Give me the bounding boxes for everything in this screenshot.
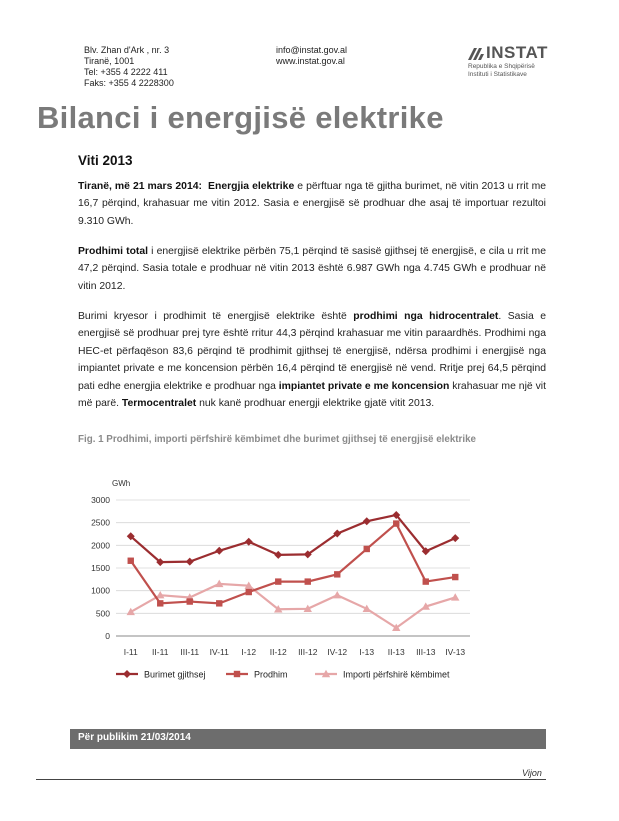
data-point xyxy=(157,600,163,606)
paragraph-text: Burimi kryesor i prodhimit të energjisë elektrike është xyxy=(78,311,354,322)
bold-term: prodhimi nga hidrocentralet xyxy=(353,311,499,322)
footer-divider xyxy=(36,779,546,780)
address-block xyxy=(84,45,174,89)
instat-logo-icon xyxy=(468,46,484,60)
y-tick-label: 1000 xyxy=(91,585,110,596)
data-point xyxy=(186,558,194,566)
address-line: Tiranë, 1001 xyxy=(84,56,135,66)
page-title: Bilanci i energjisë elektrike xyxy=(37,100,444,135)
data-point xyxy=(333,591,341,598)
data-point xyxy=(215,547,223,555)
bold-term: Termocentralet xyxy=(121,398,197,410)
x-tick-label: II-12 xyxy=(269,647,287,657)
data-point xyxy=(128,558,134,564)
data-point xyxy=(423,578,429,584)
fax-line: Faks: +355 4 2228300 xyxy=(84,78,174,88)
x-tick-label: III-12 xyxy=(298,647,318,657)
x-tick-label: IV-12 xyxy=(327,647,348,657)
bold-term: impiantet private e me koncension xyxy=(278,380,450,392)
y-tick-label: 3000 xyxy=(91,495,110,505)
phone-line: Tel: +355 4 2222 411 xyxy=(84,67,168,77)
legend-label: Burimet gjithsej xyxy=(144,669,206,680)
x-tick-label: IV-13 xyxy=(445,647,466,657)
legend-label: Prodhim xyxy=(254,669,288,680)
paragraph-text: krahasuar me një vit më parë. xyxy=(78,380,546,410)
y-axis-unit-label: GWh xyxy=(112,479,131,488)
legend-label: Importi përfshirë këmbimet xyxy=(343,669,450,680)
logo-subtitle xyxy=(468,63,558,78)
series-line xyxy=(131,524,456,604)
data-point xyxy=(246,589,252,595)
line-chart xyxy=(78,468,478,698)
email-link[interactable]: info@instat.gov.al xyxy=(276,45,348,55)
publication-date: Për publikim 21/03/2014 xyxy=(78,732,191,743)
year-heading: Viti 2013 xyxy=(78,153,133,168)
dateline: Tiranë, më 21 mars 2014: xyxy=(78,181,202,192)
y-tick-label: 2000 xyxy=(91,540,110,551)
legend-marker xyxy=(234,671,240,677)
data-point xyxy=(451,593,459,600)
logo-wordmark: INSTAT xyxy=(486,43,548,62)
bold-term: Prodhimi total xyxy=(78,246,149,257)
data-point xyxy=(216,600,222,606)
y-tick-label: 1500 xyxy=(91,563,110,573)
data-point xyxy=(451,534,459,542)
paragraph-intro xyxy=(78,178,546,230)
contact-block xyxy=(276,45,347,67)
paragraph-production xyxy=(78,243,546,295)
paragraph-text: . Sasia e energjisë së prodhuar prej tyre është rritur 44,3 përqind krahasuar me vitin paraardhës. Prodhimi nga HEC-et përfaqëson 83,6 përqind të prodhimit gjithsej të energjisë, ndërsa prodhimi i energjisë nga impiantet private e me koncension përbën 16,4 përqind të energjisë në vend. Rritje prej 64,5 përqind pati edhe energjia elektrike e prodhuar nga xyxy=(78,311,546,392)
data-point xyxy=(305,578,311,584)
data-point xyxy=(363,517,371,525)
x-tick-label: I-11 xyxy=(123,647,138,657)
y-tick-label: 2500 xyxy=(91,517,110,528)
website-link[interactable]: www.instat.gov.al xyxy=(276,56,345,66)
data-point xyxy=(245,538,253,546)
data-point xyxy=(393,520,399,526)
x-tick-label: I-12 xyxy=(241,647,257,657)
data-point xyxy=(275,578,281,584)
instat-logo xyxy=(468,44,558,78)
bold-term: Energjia elektrike xyxy=(208,181,295,192)
y-tick-label: 0 xyxy=(105,631,110,641)
figure-title: Fig. 1 Prodhimi, importi përfshirë këmbimet dhe burimet gjithsej të energjisë elektrike xyxy=(78,434,476,445)
x-tick-label: I-13 xyxy=(359,647,375,657)
logo-subtitle-line: Instituti i Statistikave xyxy=(468,70,527,78)
address-line: Blv. Zhan d'Ark , nr. 3 xyxy=(84,45,170,55)
x-tick-label: III-11 xyxy=(180,647,200,657)
series-line xyxy=(131,515,456,562)
paragraph-sources xyxy=(78,308,546,412)
paragraph-text: nuk kanë prodhuar energji elektrike gjatë vitit 2013. xyxy=(196,398,435,410)
data-point xyxy=(274,551,282,559)
x-tick-label: II-11 xyxy=(152,647,169,657)
x-tick-label: IV-11 xyxy=(209,647,229,657)
logo-subtitle-line: Republika e Shqipërisë xyxy=(468,63,535,70)
data-point xyxy=(364,546,370,552)
x-tick-label: III-13 xyxy=(416,647,436,657)
continues-label: Vijon xyxy=(522,768,542,778)
x-tick-label: II-13 xyxy=(387,647,405,657)
data-point xyxy=(334,571,340,577)
data-point xyxy=(452,574,458,580)
paragraph-text: i energjisë elektrike përbën 75,1 përqind të sasisë gjithsej të energjisë, e cila u rrit me 47,2 përqind. Sasia totale e prodhuar në vitin 2013 është 6.987 GWh nga 4.745 GWh e prodhuar në vitin 2012. xyxy=(78,246,546,292)
legend-marker xyxy=(123,670,131,678)
y-tick-label: 500 xyxy=(95,608,110,619)
data-point xyxy=(187,598,193,604)
paragraph-text: e përftuar nga të gjitha burimet, në vitin 2013 u rrit me 16,7 përqind, krahasuar me vitin 2012. Sasia e energjisë së prodhuar dhe asaj të importuar rezultoi 9.310 GWh. xyxy=(78,181,547,227)
